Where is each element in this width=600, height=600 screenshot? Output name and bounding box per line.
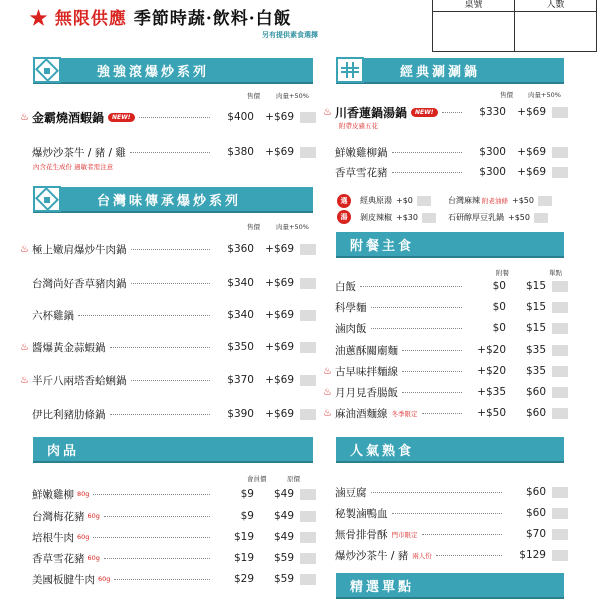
item-name: 台灣梅花豬 <box>32 510 85 523</box>
item-name: 油蔥酥關廟麵 <box>335 344 398 357</box>
item-name: 爆炒沙茶牛 / 豬 / 雞 <box>32 146 126 159</box>
item-price: $380 <box>227 146 254 158</box>
spicy-flame-icon: ♨ <box>20 243 29 255</box>
qty-box[interactable] <box>534 213 548 223</box>
item-price: $400 <box>227 111 254 123</box>
item-add-price: +$69 <box>265 277 294 289</box>
qty-box[interactable] <box>552 550 568 561</box>
item-tag: 兩人份 <box>412 551 432 560</box>
qty-box[interactable] <box>552 345 568 356</box>
item-price: $370 <box>227 374 254 386</box>
section-title: 人氣熟食 <box>350 443 415 459</box>
single-price: $35 <box>525 344 546 356</box>
single-price: $15 <box>525 322 546 334</box>
spicy-flame-icon: ♨ <box>323 106 332 118</box>
item-add-price: +$69 <box>265 341 294 353</box>
item-name: 美國板腱牛肉 <box>32 573 95 586</box>
menu-row[interactable] <box>20 527 316 547</box>
item-weight: 60g <box>87 554 100 562</box>
new-badge: NEW! <box>411 108 437 117</box>
item-note: 附帶皮豬五花 <box>339 122 378 130</box>
qty-box[interactable] <box>300 511 316 522</box>
leader-dots <box>442 112 463 113</box>
item-add-price: +$69 <box>517 106 546 118</box>
item-price: $360 <box>227 243 254 255</box>
menu-row[interactable] <box>323 503 568 523</box>
item-price: $300 <box>479 146 506 158</box>
people-count-label: 人數 <box>515 0 596 12</box>
menu-row[interactable] <box>20 273 316 293</box>
col-member-price: 會員價 <box>247 475 267 483</box>
item-price: $300 <box>479 166 506 178</box>
member-price: $19 <box>233 531 254 543</box>
soup-name: 經典原湯 <box>360 196 392 205</box>
item-name: 台灣尚好香草豬肉鍋 <box>32 277 127 290</box>
qty-box[interactable] <box>300 342 316 353</box>
qty-box[interactable] <box>300 112 316 123</box>
soup-broth-badge: 湯 <box>337 210 351 224</box>
menu-row[interactable] <box>20 548 316 568</box>
soup-option[interactable] <box>448 195 552 206</box>
item-name: 滷豆腐 <box>335 486 367 499</box>
menu-row[interactable] <box>20 370 316 390</box>
qty-box[interactable] <box>300 147 316 158</box>
qty-box[interactable] <box>552 408 568 419</box>
section-title: 精選單點 <box>350 579 415 595</box>
side-price: +$20 <box>477 365 506 377</box>
leader-dots <box>392 172 463 173</box>
order-box <box>432 0 597 52</box>
item-add-price: +$69 <box>265 111 294 123</box>
col-single-price: 單點 <box>549 269 562 277</box>
item-name: 金霸燒酒蝦鍋 <box>32 110 105 125</box>
member-price: $9 <box>240 488 254 500</box>
leader-dots <box>78 315 210 316</box>
item-tag: 冬季限定 <box>391 409 418 418</box>
leader-dots <box>104 516 210 517</box>
menu-row[interactable] <box>323 382 568 402</box>
leader-dots <box>130 152 210 153</box>
pattern-icon <box>33 186 61 212</box>
menu-row[interactable] <box>323 142 568 162</box>
soup-option[interactable] <box>448 212 548 223</box>
leader-dots <box>436 555 502 556</box>
item-name: 月月見香腸飯 <box>335 386 398 399</box>
menu-row[interactable] <box>323 297 568 317</box>
col-original-price: 原價 <box>287 475 300 483</box>
leader-dots <box>402 350 462 351</box>
menu-row[interactable] <box>20 305 316 325</box>
item-add-price: +$69 <box>517 146 546 158</box>
item-add-price: +$69 <box>265 146 294 158</box>
item-name: 醬爆黃金蒜蝦鍋 <box>32 341 106 354</box>
qty-box[interactable] <box>552 529 568 540</box>
soup-add-price: +$0 <box>396 196 413 205</box>
item-name: 爆炒沙茶牛 / 豬 <box>335 549 409 562</box>
item-price: $340 <box>227 309 254 321</box>
qty-box[interactable] <box>552 147 568 158</box>
grid-pattern-icon <box>336 57 364 83</box>
item-name: 鮮嫩雞柳鍋 <box>335 146 388 159</box>
item-add-price: +$69 <box>265 309 294 321</box>
section-title: 強強滾爆炒系列 <box>97 64 210 80</box>
new-badge: NEW! <box>108 113 134 122</box>
qty-box[interactable] <box>422 213 436 223</box>
menu-row[interactable] <box>323 403 568 423</box>
item-weight: 60g <box>98 575 111 583</box>
item-name: 科學麵 <box>335 301 367 314</box>
item-name: 培根牛肉 <box>32 531 74 544</box>
menu-row[interactable] <box>323 318 568 338</box>
item-price: $129 <box>519 549 546 561</box>
leader-dots <box>110 347 211 348</box>
item-name: 滷肉飯 <box>335 322 367 335</box>
leader-dots <box>131 249 211 250</box>
soup-tag: 附老油條 <box>482 197 508 205</box>
qty-box[interactable] <box>300 310 316 321</box>
leader-dots <box>114 579 210 580</box>
section-header-hotpot <box>336 58 564 84</box>
section-header-featured <box>336 573 564 599</box>
menu-row[interactable] <box>20 239 316 259</box>
soup-name: 剝皮辣椒 <box>360 213 392 222</box>
item-name: 麻油酒麵線 <box>335 407 388 420</box>
single-price: $35 <box>525 365 546 377</box>
item-price: $340 <box>227 277 254 289</box>
leader-dots <box>371 328 463 329</box>
leader-dots <box>93 537 210 538</box>
spicy-flame-icon: ♨ <box>20 341 29 353</box>
col-meat-add: 肉量+50% <box>276 92 309 100</box>
single-price: $60 <box>525 407 546 419</box>
qty-box[interactable] <box>552 387 568 398</box>
section-header-taiwan <box>33 187 313 213</box>
allergy-note: 內含花生成份 過敏者需注意 <box>33 163 114 171</box>
section-title: 肉品 <box>47 443 80 459</box>
menu-row[interactable] <box>323 482 568 502</box>
single-price: $15 <box>525 280 546 292</box>
leader-dots <box>422 534 503 535</box>
promo-banner <box>30 4 292 29</box>
original-price: $49 <box>273 510 294 522</box>
spicy-flame-icon: ♨ <box>323 407 332 419</box>
item-price: $330 <box>479 106 506 118</box>
spicy-flame-icon: ♨ <box>20 111 29 123</box>
qty-box[interactable] <box>300 244 316 255</box>
people-count-cell[interactable] <box>515 0 596 51</box>
item-add-price: +$69 <box>265 374 294 386</box>
item-weight: 80g <box>77 490 90 498</box>
soup-add-price: +$30 <box>396 213 418 222</box>
menu-row[interactable] <box>20 484 316 504</box>
menu-row[interactable] <box>323 276 568 296</box>
single-price: $15 <box>525 301 546 313</box>
item-name: 古早味拌麵線 <box>335 365 398 378</box>
item-name: 香草雪花豬 <box>335 166 388 179</box>
leader-dots <box>402 371 462 372</box>
table-number-label: 桌號 <box>433 0 514 12</box>
menu-row[interactable] <box>323 162 568 182</box>
item-price: $350 <box>227 341 254 353</box>
qty-box[interactable] <box>300 553 316 564</box>
side-price: +$50 <box>477 407 506 419</box>
side-price: $0 <box>492 280 506 292</box>
leader-dots <box>422 413 463 414</box>
item-name: 川香蓮鍋湯鍋 <box>335 105 408 120</box>
star-icon: ★ <box>30 9 48 29</box>
leader-dots <box>131 380 211 381</box>
leader-dots <box>104 558 210 559</box>
pattern-icon <box>33 57 61 83</box>
leader-dots <box>93 494 210 495</box>
side-price: +$35 <box>477 386 506 398</box>
soup-choose-badge: 選 <box>337 194 351 208</box>
col-meat-add: 肉量+50% <box>528 91 561 99</box>
item-weight: 60g <box>77 533 90 541</box>
item-add-price: +$69 <box>517 166 546 178</box>
menu-row[interactable] <box>20 337 316 357</box>
vegetarian-note: 另有提供素食選擇 <box>262 31 318 39</box>
section-header-staples <box>336 232 564 258</box>
qty-box[interactable] <box>552 508 568 519</box>
soup-add-price: +$50 <box>512 196 534 205</box>
soup-option[interactable] <box>360 212 436 223</box>
table-number-cell[interactable] <box>433 0 515 51</box>
soup-name: 石研醇厚豆乳鍋 <box>448 213 504 222</box>
menu-row[interactable] <box>323 361 568 381</box>
qty-box[interactable] <box>552 107 568 118</box>
section-title: 附餐主食 <box>350 238 415 254</box>
col-price: 售價 <box>247 223 260 231</box>
item-name: 無骨排骨酥 <box>335 528 388 541</box>
member-price: $9 <box>240 510 254 522</box>
item-name: 六杯雞鍋 <box>32 309 74 322</box>
member-price: $19 <box>233 552 254 564</box>
item-name: 香草雪花豬 <box>32 552 85 565</box>
leader-dots <box>371 307 463 308</box>
item-add-price: +$69 <box>265 408 294 420</box>
menu-row[interactable] <box>20 107 316 127</box>
side-price: $0 <box>492 322 506 334</box>
menu-row[interactable] <box>20 404 316 424</box>
item-name: 半斤八兩塔香蛤蜊鍋 <box>32 374 127 387</box>
col-price: 售價 <box>500 91 513 99</box>
promo-highlight: 無限供應 <box>54 9 127 29</box>
item-name: 鮮嫩雞柳 <box>32 488 74 501</box>
qty-box[interactable] <box>300 574 316 585</box>
section-title: 經典涮涮鍋 <box>400 64 481 80</box>
qty-box[interactable] <box>417 196 431 206</box>
item-name: 秘製滷鴨血 <box>335 507 388 520</box>
single-price: $60 <box>525 386 546 398</box>
side-price: +$20 <box>477 344 506 356</box>
qty-box[interactable] <box>538 196 552 206</box>
qty-box[interactable] <box>552 167 568 178</box>
item-price: $60 <box>525 486 546 498</box>
item-name: 極上嫩肩爆炒牛肉鍋 <box>32 243 127 256</box>
menu-row[interactable] <box>323 340 568 360</box>
section-header-meat <box>33 437 313 463</box>
original-price: $59 <box>273 573 294 585</box>
leader-dots <box>139 117 211 118</box>
original-price: $59 <box>273 552 294 564</box>
spicy-flame-icon: ♨ <box>20 374 29 386</box>
section-title: 台灣味傳承爆炒系列 <box>97 193 242 209</box>
item-price: $390 <box>227 408 254 420</box>
menu-row[interactable] <box>323 545 568 565</box>
col-price: 售價 <box>247 92 260 100</box>
item-price: $70 <box>525 528 546 540</box>
leader-dots <box>371 492 503 493</box>
soup-add-price: +$50 <box>508 213 530 222</box>
side-price: $0 <box>492 301 506 313</box>
soup-name: 台灣麻辣 <box>448 196 480 205</box>
item-name: 白飯 <box>335 280 356 293</box>
qty-box[interactable] <box>300 409 316 420</box>
leader-dots <box>131 283 211 284</box>
item-tag: 門市限定 <box>391 530 418 539</box>
item-weight: 60g <box>87 512 100 520</box>
qty-box[interactable] <box>552 323 568 334</box>
col-meat-add: 肉量+50% <box>276 223 309 231</box>
leader-dots <box>392 152 463 153</box>
qty-box[interactable] <box>300 532 316 543</box>
spicy-flame-icon: ♨ <box>323 365 332 377</box>
menu-row[interactable] <box>20 142 316 162</box>
qty-box[interactable] <box>552 302 568 313</box>
section-header-stir-fry <box>33 58 313 84</box>
col-side-price: 附餐 <box>496 269 509 277</box>
spicy-flame-icon: ♨ <box>323 386 332 398</box>
qty-box[interactable] <box>552 366 568 377</box>
original-price: $49 <box>273 488 294 500</box>
leader-dots <box>110 414 211 415</box>
promo-rest: 季節時蔬·飲料·白飯 <box>133 9 292 29</box>
qty-box[interactable] <box>552 487 568 498</box>
menu-row[interactable] <box>323 524 568 544</box>
qty-box[interactable] <box>300 489 316 500</box>
menu-row[interactable] <box>323 102 568 122</box>
member-price: $29 <box>233 573 254 585</box>
qty-box[interactable] <box>300 375 316 386</box>
soup-option[interactable] <box>360 195 431 206</box>
menu-row[interactable] <box>20 506 316 526</box>
leader-dots <box>392 513 503 514</box>
qty-box[interactable] <box>552 281 568 292</box>
item-add-price: +$69 <box>265 243 294 255</box>
leader-dots <box>402 392 462 393</box>
menu-row[interactable] <box>20 569 316 589</box>
item-name: 伊比利豬肋條鍋 <box>32 408 106 421</box>
leader-dots <box>360 286 462 287</box>
original-price: $49 <box>273 531 294 543</box>
section-header-snacks <box>336 437 564 463</box>
qty-box[interactable] <box>300 278 316 289</box>
item-price: $60 <box>525 507 546 519</box>
